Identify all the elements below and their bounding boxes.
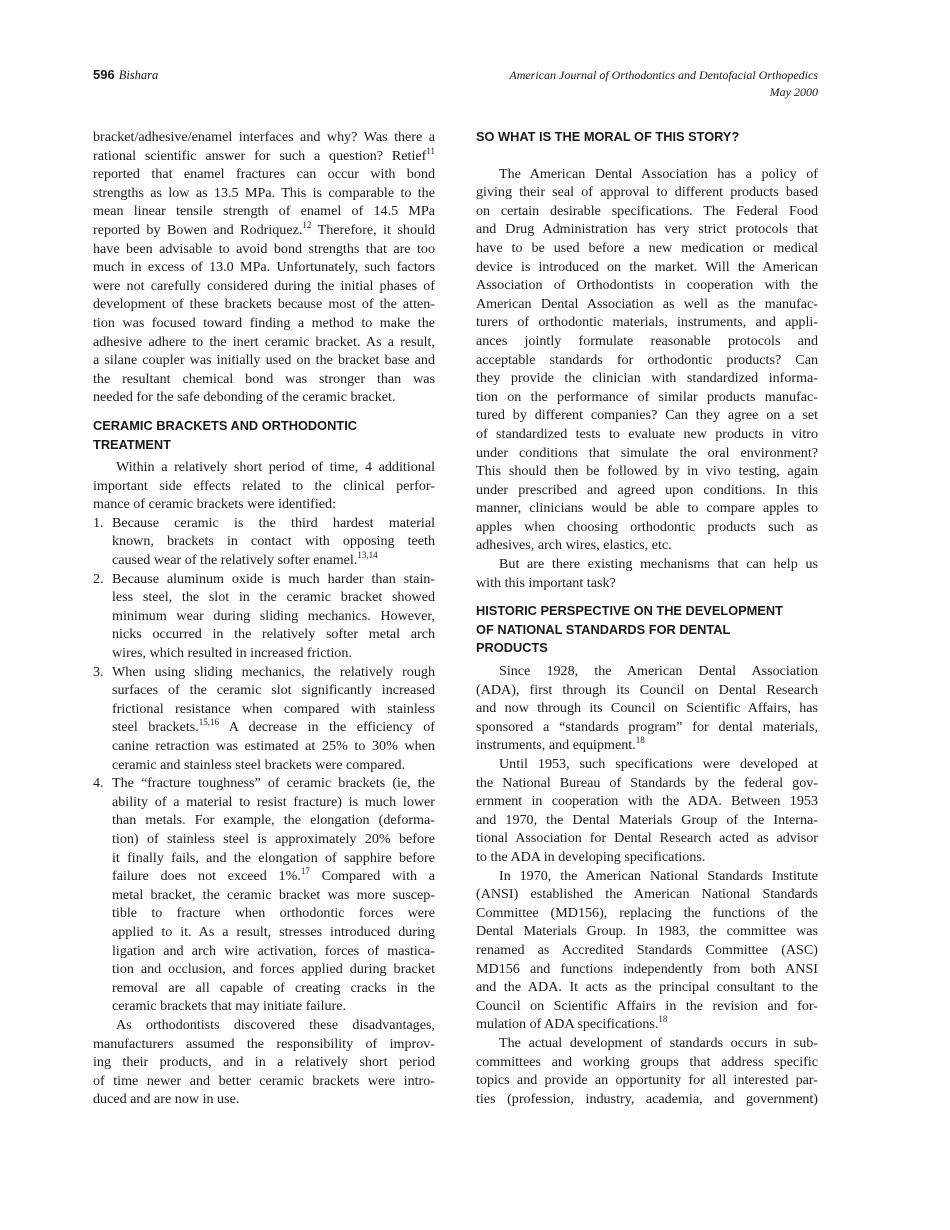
list-item: 1. Because ceramic is the third hardest material known, brackets in contact with opposing teeth caused wear of the relatively softer enamel.$^{13,14}$ <box>93 514 435 569</box>
text-line: have been advisable to avoid bond strengths that are too <box>93 240 435 257</box>
page-number: 596 <box>93 67 115 82</box>
heading-line: TREATMENT <box>93 436 171 452</box>
ansi-paragraph: In 1970, the American National Standards Institute (ANSI) established the American National Standards Committee (MD156), replacing the functions of the Dental Materials Group. In 1983, the committee was renamed as Accredited Standards Committee (ASC) MD156 and functions independently from both ANSI and the ADA. It acts as the principal consultant to the Council on Scientific Affairs in the revision and for- mulation of ADA specifications.$^{18}$ <box>476 867 818 1033</box>
nbs-paragraph: Until 1953, such specifications were developed at the National Bureau of Standards by the federal gov- ernment in cooperation with the ADA. Between 1953 and 1970, the Dental Materials Group of the Interna- tional Association for Dental Research acted as advisor to the ADA in developing specifications. <box>476 756 818 865</box>
heading-line: CERAMIC BRACKETS AND ORTHODONTIC <box>93 417 357 433</box>
issue-date: May 2000 <box>769 85 818 99</box>
text-line: reported by Bowen and Rodriquez.$^{12}$ Therefore, it should <box>93 219 435 238</box>
citation-ref: 18 <box>658 1014 668 1025</box>
list-item: 4. The “fracture toughness” of ceramic brackets (ie, the ability of a material to resist fracture) is much lower than metals. For example, the elongation (deforma- tion) of stainless steel is approximately 20% before it finally fails, and the elongation of sapphire before failure does not exceed 1%.$^{17}$ Compared with a metal bracket, the ceramic bracket was more suscep- tible to fracture when orthodontic forces were applied to it. As a result, stresses introduced during ligation and arch wire activation, forces of mastica- tion and occlusion, and forces applied during bracket removal are all capable of creating cracks in the ceramic brackets that may initiate failure. <box>93 775 436 1015</box>
running-header-left <box>93 67 158 83</box>
text-line: Within a relatively short period of time, 4 additional <box>116 459 435 476</box>
text-line: reported that enamel fractures can occur with bond <box>93 166 435 183</box>
ada-history-paragraph: Since 1928, the American Dental Association (ADA), first through its Council on Dental Research and now through its Council on Scientific Affairs, has sponsored a “standards program” for dental materials, instruments, and equipment.$^{18}$ <box>476 663 818 754</box>
right-column <box>476 128 818 1108</box>
mechanisms-paragraph: But are there existing mechanisms that can help us with this important task? <box>476 556 818 591</box>
list-item: 3. When using sliding mechanics, the relatively rough surfaces of the ceramic slot significantly increased frictional resistance when compared with stainless steel brackets.$^{15,16}$ A decrease in the efficiency of canine retraction was estimated at 25% to 30% when ceramic and stainless steel brackets were compared. <box>93 663 436 773</box>
text-line: rational scientific answer for such a question? Retief$^{11}$ <box>93 145 435 164</box>
improvements-paragraph <box>93 1016 435 1109</box>
side-effects-list <box>93 514 435 1016</box>
citation-ref: 17 <box>300 866 310 877</box>
text-line: development of these brackets because most of the atten- <box>93 296 435 313</box>
list-number: 4. <box>93 775 104 792</box>
text-line: a silane coupler was initially used on the bracket base and <box>93 352 435 369</box>
heading-line: HISTORIC PERSPECTIVE ON THE DEVELOPMENT <box>476 603 783 619</box>
text-line: needed for the safe debonding of the ceramic bracket. <box>93 389 396 406</box>
heading-line: OF NATIONAL STANDARDS FOR DENTAL <box>476 621 731 637</box>
side-effects-intro-paragraph <box>93 458 435 514</box>
text-line: ing their products, and in a relatively short period <box>93 1054 435 1071</box>
citation-ref: 12 <box>302 219 312 230</box>
text-line: adhesive adhere to the inert ceramic bracket. As a result, <box>93 333 435 350</box>
text-line: important side effects related to the clinical perfor- <box>93 477 435 494</box>
citation-ref: 15,16 <box>198 717 220 728</box>
text-line: much in excess of 13.0 MPa. Unfortunately, such factors <box>93 259 435 276</box>
list-item: 2. Because aluminum oxide is much harder than stain- less steel, the slot in the ceramic bracket showed minimum wear during sliding mechanics. However, nicks occurred in the relatively softer metal arch wires, which resulted in increased friction. <box>93 570 435 662</box>
citation-ref: 18 <box>635 735 645 746</box>
section-heading-moral: SO WHAT IS THE MORAL OF THIS STORY? <box>476 129 740 144</box>
text-line: of time newer and better ceramic brackets were intro- <box>93 1072 435 1089</box>
heading-line: PRODUCTS <box>476 640 548 656</box>
text-line: were not carefully considered during the initial phases of <box>93 277 435 294</box>
text-line: the resultant chemical bond was stronger than was <box>93 370 435 387</box>
section-heading-ceramic-brackets <box>93 417 435 454</box>
section-heading-historic-perspective <box>476 602 818 658</box>
journal-title: American Journal of Orthodontics and Dentofacial Orthopedics <box>509 68 818 82</box>
citation-ref: 11 <box>426 145 435 156</box>
running-author: Bishara <box>118 68 159 82</box>
moral-paragraph: The American Dental Association has a policy of giving their seal of approval to different products based on certain desirable specifications. The Federal Food and Drug Administration has very strict protocols that have to be used before a new medication or medical device is introduced on the market. Will the American Association of Orthodontists in cooperation with the American Dental Association as well as the manufac- turers of orthodontic materials, instruments, and appli- ances jointly formulate reasonable protocols and acceptable standards for orthodontic products? Can they provide the clinician with standardized informa- tion on the performance of similar products manufac- tured by different companies? Can they agree on a set of standardized tests to evaluate new products in vitro under conditions that simulate the oral environment? This should then be followed by in vivo testing, again under prescribed and agreed upon conditions. In this manner, clinicians would be able to compare apples to apples when choosing orthodontic products such as adhesives, arch wires, elastics, etc. <box>476 165 818 554</box>
list-number: 1. <box>93 514 104 531</box>
text-line: strengths as low as 13.5 MPa. This is comparable to the <box>93 184 435 201</box>
text-line: bracket/adhesive/enamel interfaces and why? Was there a <box>93 129 435 145</box>
list-number: 2. <box>93 570 104 587</box>
text-line: As orthodontists discovered these disadvantages, <box>116 1016 435 1033</box>
citation-ref: 13,14 <box>357 550 378 561</box>
text-line: manufacturers assumed the responsibility of improv- <box>93 1035 435 1052</box>
text-line: mean linear tensile strength of enamel of 14.5 MPa <box>93 203 435 220</box>
text-line: duced and are now in use. <box>93 1091 240 1108</box>
text-line: tion was focused toward finding a method to make the <box>93 314 435 331</box>
intro-paragraph <box>93 128 435 407</box>
running-header-right <box>509 67 818 101</box>
list-number: 3. <box>93 663 104 680</box>
text-line: mance of ceramic brackets were identified: <box>93 496 336 513</box>
left-column <box>93 128 435 1109</box>
subcommittees-paragraph: The actual development of standards occurs in sub- committees and working groups that address specific topics and provide an opportunity for all interested par- ties (profession, industry, academia, and government) <box>476 1034 818 1107</box>
